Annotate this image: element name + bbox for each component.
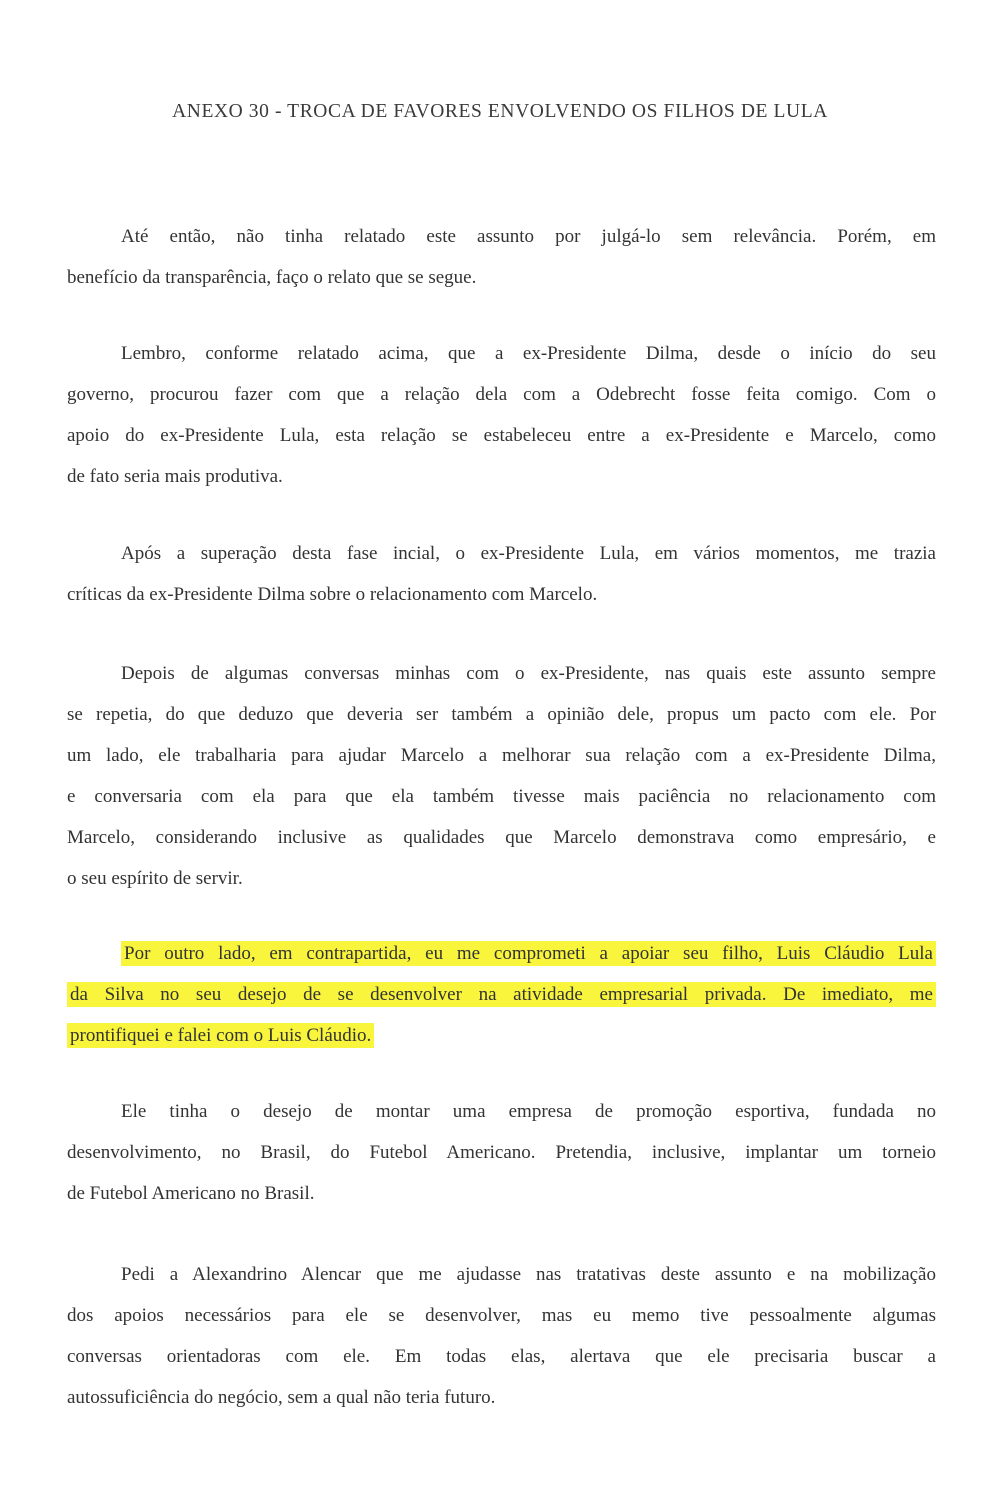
paragraph-6 <box>67 1091 936 1214</box>
text-line: de fato seria mais produtiva. <box>67 466 283 487</box>
text-line: se repetia, do que deduzo que deveria ser também a opinião dele, propus um pacto com ele. Por <box>67 704 936 725</box>
text-line: desenvolvimento, no Brasil, do Futebol Americano. Pretendia, inclusive, implantar um torneio <box>67 1142 936 1163</box>
text-line: autossuficiência do negócio, sem a qual não teria futuro. <box>67 1387 496 1408</box>
paragraph-7 <box>67 1254 936 1418</box>
paragraph-1 <box>67 216 936 298</box>
text-line: Lembro, conforme relatado acima, que a ex-Presidente Dilma, desde o início do seu <box>121 343 936 364</box>
paragraph-3 <box>67 533 936 615</box>
highlighted-text: Por outro lado, em contrapartida, eu me comprometi a apoiar seu filho, Luis Cláudio Lula <box>121 941 936 966</box>
text-line: Após a superação desta fase incial, o ex-Presidente Lula, em vários momentos, me trazia <box>121 543 936 564</box>
highlighted-line <box>67 974 936 1015</box>
document-title: ANEXO 30 - TROCA DE FAVORES ENVOLVENDO OS FILHOS DE LULA <box>172 101 828 122</box>
text-line: apoio do ex-Presidente Lula, esta relação se estabeleceu entre a ex-Presidente e Marcelo, como <box>67 425 936 446</box>
paragraph-2 <box>67 333 936 497</box>
text-line: Até então, não tinha relatado este assunto por julgá-lo sem relevância. Porém, em <box>121 226 936 247</box>
text-line: governo, procurou fazer com que a relação dela com a Odebrecht fosse feita comigo. Com o <box>67 384 936 405</box>
text-line: Pedi a Alexandrino Alencar que me ajudasse nas tratativas deste assunto e na mobilização <box>121 1264 936 1285</box>
paragraph-4 <box>67 653 936 899</box>
text-line: Ele tinha o desejo de montar uma empresa de promoção esportiva, fundada no <box>121 1101 936 1122</box>
highlighted-line <box>67 1015 936 1056</box>
text-line: e conversaria com ela para que ela também tivesse mais paciência no relacionamento com <box>67 786 936 807</box>
highlighted-line <box>67 933 936 974</box>
highlighted-text: prontifiquei e falei com o Luis Cláudio. <box>67 1023 374 1048</box>
text-line: críticas da ex-Presidente Dilma sobre o relacionamento com Marcelo. <box>67 584 598 605</box>
text-line: dos apoios necessários para ele se desenvolver, mas eu memo tive pessoalmente algumas <box>67 1305 936 1326</box>
text-line: conversas orientadoras com ele. Em todas elas, alertava que ele precisaria buscar a <box>67 1346 936 1367</box>
text-line: o seu espírito de servir. <box>67 868 243 889</box>
paragraph-5-highlighted <box>67 933 936 1056</box>
text-line: benefício da transparência, faço o relato que se segue. <box>67 267 477 288</box>
text-line: um lado, ele trabalharia para ajudar Marcelo a melhorar sua relação com a ex-Presidente Dilma, <box>67 745 936 766</box>
text-line: Depois de algumas conversas minhas com o ex-Presidente, nas quais este assunto sempre <box>121 663 936 684</box>
text-line: Marcelo, considerando inclusive as qualidades que Marcelo demonstrava como empresário, e <box>67 827 936 848</box>
highlighted-text: da Silva no seu desejo de se desenvolver na atividade empresarial privada. De imediato, me <box>67 982 936 1007</box>
text-line: de Futebol Americano no Brasil. <box>67 1183 315 1204</box>
